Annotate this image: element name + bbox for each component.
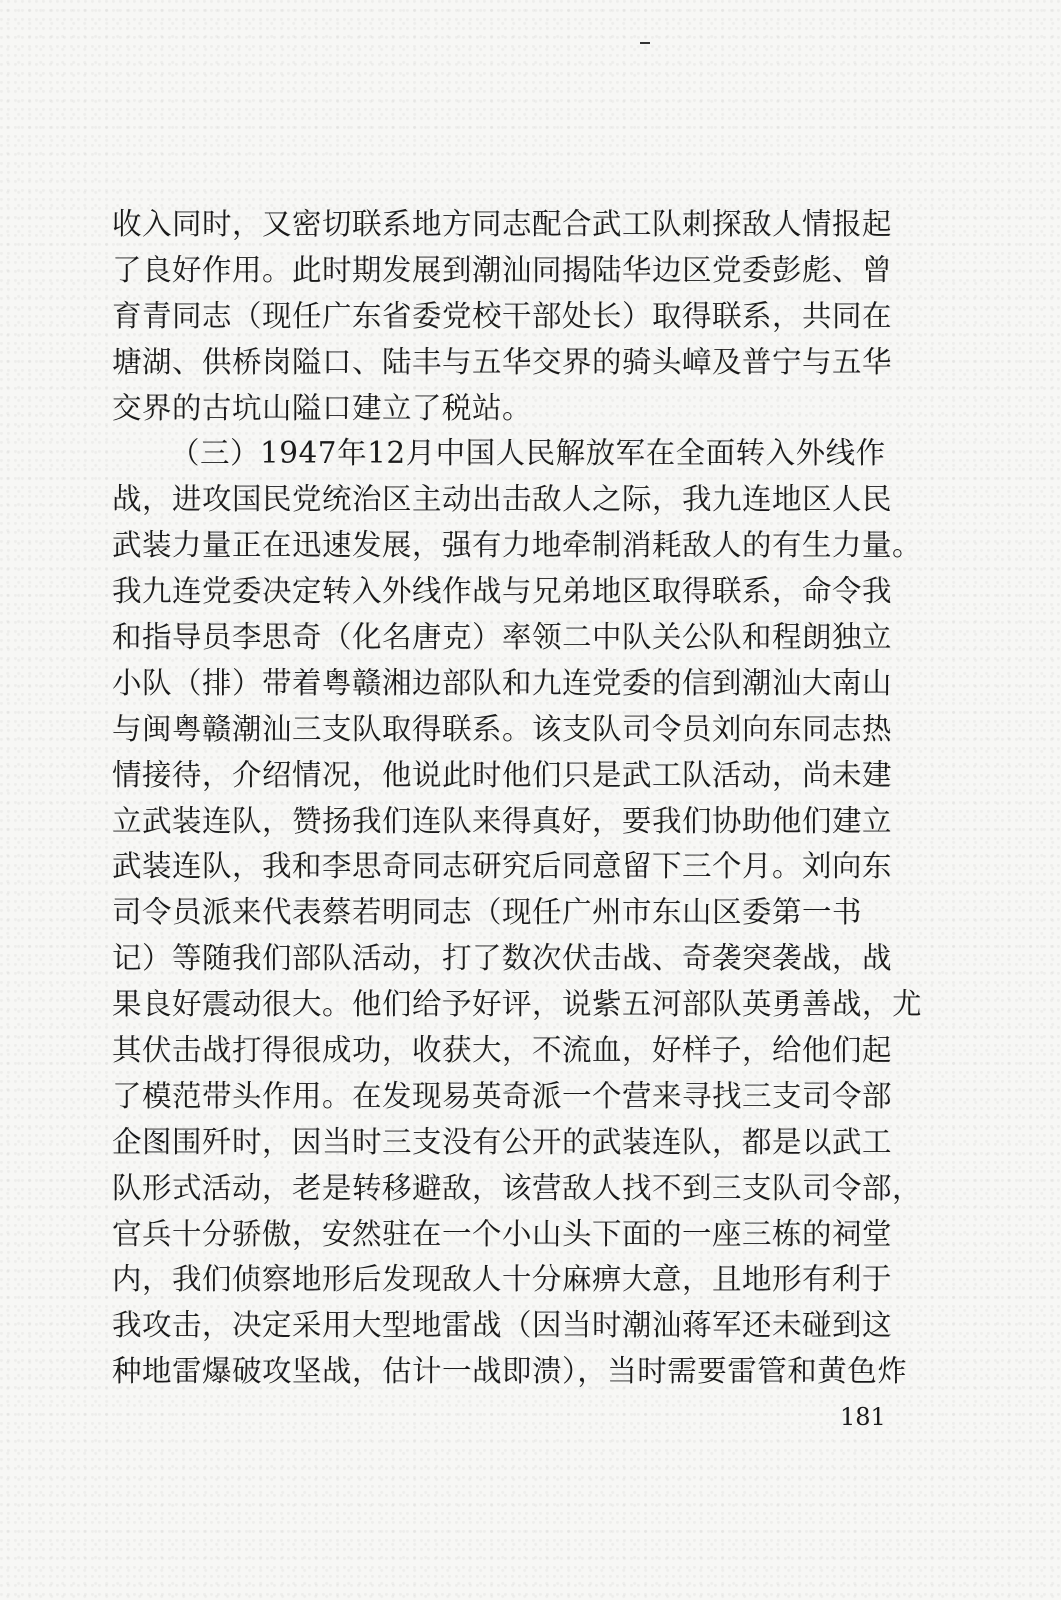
page-number: 181 [840,1403,886,1431]
text-line: 与闽粤赣潮汕三支队取得联系。该支队司令员刘向东同志热 [112,711,893,746]
text-line: 内，我们侦察地形后发现敌人十分麻痹大意，且地形有利于 [112,1262,893,1297]
text-line: 战，进攻国民党统治区主动出击敌人之际，我九连地区人民 [112,482,893,517]
text-line: 武装连队，我和李思奇同志研究后同意留下三个月。刘向东 [112,849,893,884]
text-line: （三）1947年12月中国人民解放军在全面转入外线作 [170,436,886,471]
text-line: 了良好作用。此时期发展到潮汕同揭陆华边区党委彭彪、曾 [112,252,893,287]
text-line: 塘湖、供桥岗隘口、陆丰与五华交界的骑头嶂及普宁与五华 [112,344,893,379]
text-line: 我九连党委决定转入外线作战与兄弟地区取得联系，命令我 [112,574,893,609]
text-line: 了模范带头作用。在发现易英奇派一个营来寻找三支司令部 [112,1078,893,1113]
text-line: 立武装连队，赞扬我们连队来得真好，要我们协助他们建立 [112,803,893,838]
text-line: 情接待，介绍情况，他说此时他们只是武工队活动，尚未建 [112,757,893,792]
text-line: 武装力量正在迅速发展，强有力地牵制消耗敌人的有生力量。 [112,528,923,563]
text-line: 小队（排）带着粤赣湘边部队和九连党委的信到潮汕大南山 [112,665,893,700]
text-line: 队形式活动，老是转移避敌，该营敌人找不到三支队司令部， [112,1170,923,1205]
text-line: 其伏击战打得很成功，收获大，不流血，好样子，给他们起 [112,1033,893,1068]
text-line: 官兵十分骄傲，安然驻在一个小山头下面的一座三栋的祠堂 [112,1216,893,1251]
text-line: 和指导员李思奇（化名唐克）率领二中队关公队和程朗独立 [112,620,893,655]
text-line: 育青同志（现任广东省委党校干部处长）取得联系，共同在 [112,298,893,333]
text-line: 种地雷爆破攻坚战，估计一战即溃），当时需要雷管和黄色炸 [112,1354,908,1389]
body-text [112,202,934,1395]
text-line: 企图围歼时，因当时三支没有公开的武装连队，都是以武工 [112,1124,893,1159]
text-line: 果良好震动很大。他们给予好评，说紫五河部队英勇善战，尤 [112,987,923,1022]
text-line: 司令员派来代表蔡若明同志（现任广州市东山区委第一书 [112,895,863,930]
text-line: 我攻击，决定采用大型地雷战（因当时潮汕蒋军还未碰到这 [112,1308,893,1343]
scan-mark [640,42,650,44]
text-line: 记）等随我们部队活动，打了数次伏击战、奇袭突袭战，战 [112,941,893,976]
text-line: 交界的古坑山隘口建立了税站。 [112,390,533,425]
text-line: 收入同时，又密切联系地方同志配合武工队刺探敌人情报起 [112,207,893,241]
